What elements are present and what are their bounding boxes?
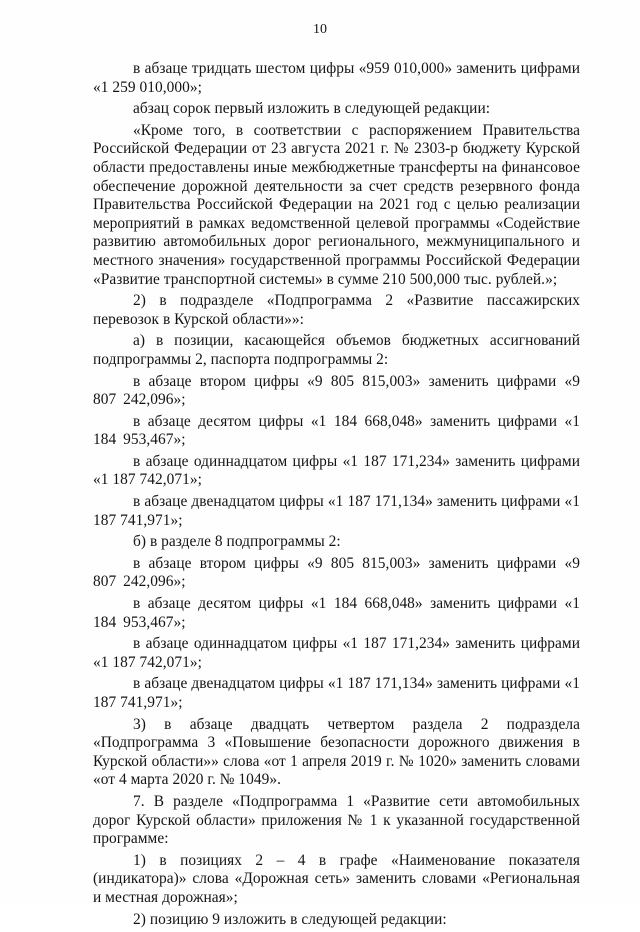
paragraph-abzac-41-text: «Кроме того, в соответствии с распоряжением Правительства Российской Федерации от 23 августа 2021 г. № 2303-р бюджету Курской области предоставлены иные межбюджетные трансферты на финансовое обеспечение дорожной деятельности за счет средств резервного фонда Правительства Российской Федерации на 2021 год с целью реализации мероприятий в рамках ведомственной целевой программы «Содействие развитию автомобильных дорог регионального, межмуниципального и местного значения» государственной программы Российской Федерации «Развитие транспортной системы» в сумме 210 500,000 тыс. рублей.»; bbox=[93, 121, 580, 288]
paragraph-2a-abzac-10: в абзаце десятом цифры «1 184 668,048» заменить цифрами «1 184 953,467»; bbox=[93, 412, 580, 449]
paragraph-2a-abzac-12: в абзаце двенадцатом цифры «1 187 171,134» заменить цифрами «1 187 741,971»; bbox=[93, 493, 580, 529]
paragraph-item-2: 2) в подразделе «Подпрограмма 2 «Развитие пассажирских перевозок в Курской области»»: bbox=[93, 292, 580, 328]
paragraph-7-item-2: 2) позицию 9 изложить в следующей редакции: bbox=[133, 910, 447, 928]
paragraph-2b-abzac-2: в абзаце втором цифры «9 805 815,003» заменить цифрами «9 807 242,096»; bbox=[93, 554, 580, 591]
page-number: 10 bbox=[313, 22, 327, 37]
paragraph-abzac-41-intro: абзац сорок первый изложить в следующей редакции: bbox=[133, 100, 491, 118]
paragraph-abzac-36: в абзаце тридцать шестом цифры «959 010,000» заменить цифрами «1 259 010,000»; bbox=[93, 60, 580, 96]
document-body bbox=[93, 60, 580, 932]
paragraph-item-2b: б) в разделе 8 подпрограммы 2: bbox=[133, 533, 341, 551]
paragraph-item-2a: а) в позиции, касающейся объемов бюджетных ассигнований подпрограммы 2, паспорта подпрограммы 2: bbox=[93, 332, 580, 368]
paragraph-2a-abzac-2: в абзаце втором цифры «9 805 815,003» заменить цифрами «9 807 242,096»; bbox=[93, 372, 580, 409]
paragraph-item-3: 3) в абзаце двадцать четвертом раздела 2 подраздела «Подпрограмма 3 «Повышение безопасности дорожного движения в Курской области»» слова «от 1 апреля 2019 г. № 1020» заменить словами «от 4 марта 2020 г. № 1049». bbox=[93, 715, 580, 789]
paragraph-2b-abzac-11: в абзаце одиннадцатом цифры «1 187 171,234» заменить цифрами «1 187 742,071»; bbox=[93, 635, 580, 671]
paragraph-2b-abzac-12: в абзаце двенадцатом цифры «1 187 171,134» заменить цифрами «1 187 741,971»; bbox=[93, 675, 580, 711]
paragraph-7-item-1: 1) в позициях 2 – 4 в графе «Наименование показателя (индикатора)» слова «Дорожная сеть» заменить словами «Региональная и местная дорожная»; bbox=[93, 851, 580, 906]
paragraph-section-7: 7. В разделе «Подпрограмма 1 «Развитие сети автомобильных дорог Курской области» приложения № 1 к указанной государственной программе: bbox=[93, 792, 580, 848]
paragraph-2a-abzac-11: в абзаце одиннадцатом цифры «1 187 171,234» заменить цифрами «1 187 742,071»; bbox=[93, 452, 580, 489]
paragraph-2b-abzac-10: в абзаце десятом цифры «1 184 668,048» заменить цифрами «1 184 953,467»; bbox=[93, 595, 580, 631]
